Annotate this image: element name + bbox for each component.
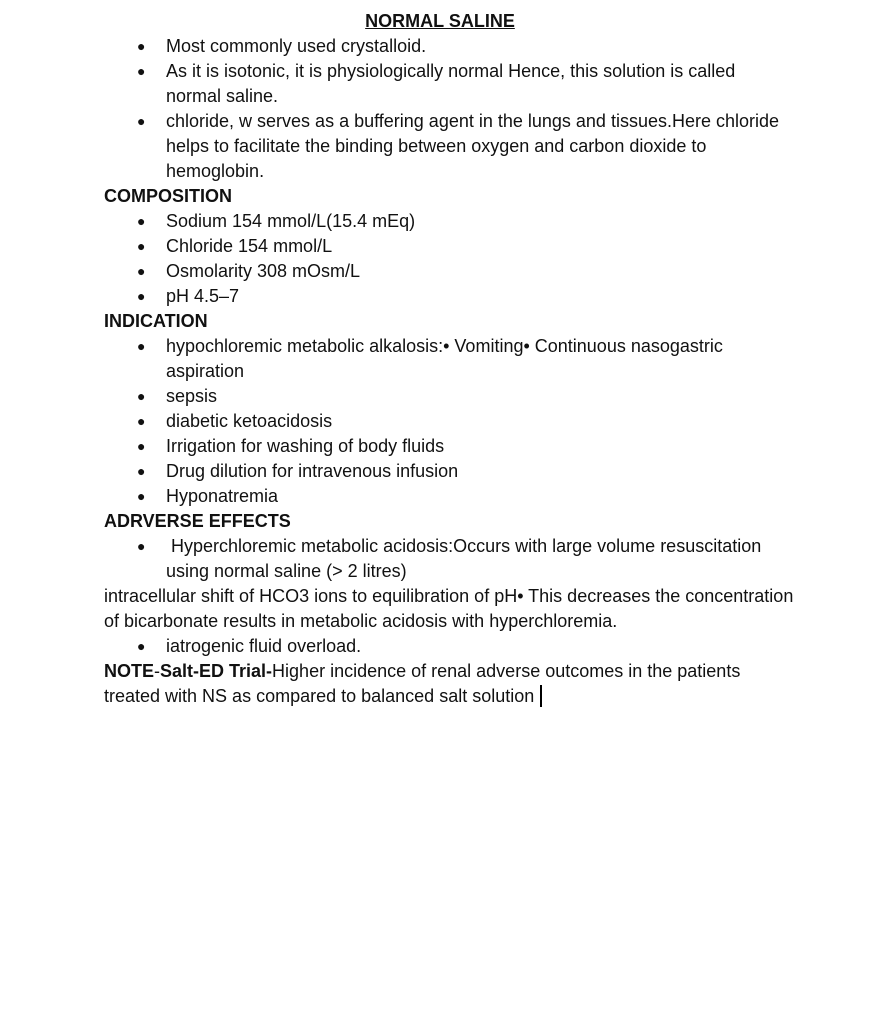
bullet-icon: ● (137, 38, 146, 54)
bullet-icon: ● (137, 63, 146, 79)
list-item (104, 59, 794, 109)
list-item-text: sepsis (166, 386, 218, 406)
list-item (104, 409, 794, 434)
note-paragraph (104, 659, 794, 709)
intro-list (104, 34, 794, 184)
bullet-icon: ● (137, 388, 146, 404)
list-item (104, 484, 794, 509)
bullet-icon: ● (137, 413, 146, 429)
bullet-icon: ● (137, 638, 146, 654)
adverse-list-2 (104, 634, 794, 659)
list-item-text: Hyponatremia (166, 486, 279, 506)
list-item-text: Drug dilution for intravenous infusion (166, 461, 459, 481)
list-item-text: hypochloremic metabolic alkalosis:• Vomiting• Continuous nasogastric aspiration (166, 336, 723, 381)
bullet-icon: ● (137, 238, 146, 254)
list-item-text: Hyperchloremic metabolic acidosis:Occurs with large volume resuscitation using normal saline (> 2 litres) (166, 536, 767, 581)
note-separator: - (154, 661, 161, 681)
list-item-text: pH 4.5–7 (166, 286, 240, 306)
list-item-text: Osmolarity 308 mOsm/L (166, 261, 361, 281)
bullet-icon: ● (137, 213, 146, 229)
list-item (104, 109, 794, 184)
bullet-icon: ● (137, 463, 146, 479)
list-item (104, 34, 794, 59)
list-item (104, 259, 794, 284)
list-item-text: Irrigation for washing of body fluids (166, 436, 445, 456)
adverse-effects-heading: ADRVERSE EFFECTS (104, 511, 291, 531)
list-item (104, 634, 794, 659)
list-item-text: chloride, w serves as a buffering agent in the lungs and tissues.Here chloride helps to facilitate the binding between oxygen and carbon dioxide to hemoglobin. (166, 111, 780, 181)
adverse-paragraph: intracellular shift of HCO3 ions to equilibration of pH• This decreases the concentration of bicarbonate results in metabolic acidosis with hyperchloremia. (104, 586, 794, 631)
list-item (104, 434, 794, 459)
text-cursor (540, 685, 542, 707)
note-text: Higher incidence of renal adverse outcomes in the patients treated with NS as compared to balanced salt solution (104, 661, 741, 706)
list-item (104, 534, 794, 584)
list-item-text: As it is isotonic, it is physiologically normal Hence, this solution is called normal saline. (166, 61, 736, 106)
composition-list (104, 209, 794, 309)
list-item-text: Most commonly used crystalloid. (166, 36, 427, 56)
indication-heading: INDICATION (104, 311, 208, 331)
list-item-text: iatrogenic fluid overload. (166, 636, 362, 656)
bullet-icon: ● (137, 113, 146, 129)
list-item (104, 459, 794, 484)
list-item (104, 234, 794, 259)
note-label: NOTE (104, 661, 155, 681)
document-body (104, 9, 794, 709)
composition-heading: COMPOSITION (104, 186, 233, 206)
adverse-list (104, 534, 794, 584)
bullet-icon: ● (137, 263, 146, 279)
bullet-icon: ● (137, 438, 146, 454)
bullet-icon: ● (137, 538, 146, 554)
list-item-text: Chloride 154 mmol/L (166, 236, 333, 256)
list-item-text: Sodium 154 mmol/L(15.4 mEq) (166, 211, 416, 231)
list-item (104, 334, 794, 384)
list-item (104, 209, 794, 234)
bullet-icon: ● (137, 338, 146, 354)
note-trial-name: Salt-ED Trial- (160, 661, 273, 681)
bullet-icon: ● (137, 488, 146, 504)
page-title: NORMAL SALINE (365, 11, 515, 31)
list-item-text: diabetic ketoacidosis (166, 411, 333, 431)
list-item (104, 284, 794, 309)
indication-list (104, 334, 794, 509)
bullet-icon: ● (137, 288, 146, 304)
list-item (104, 384, 794, 409)
